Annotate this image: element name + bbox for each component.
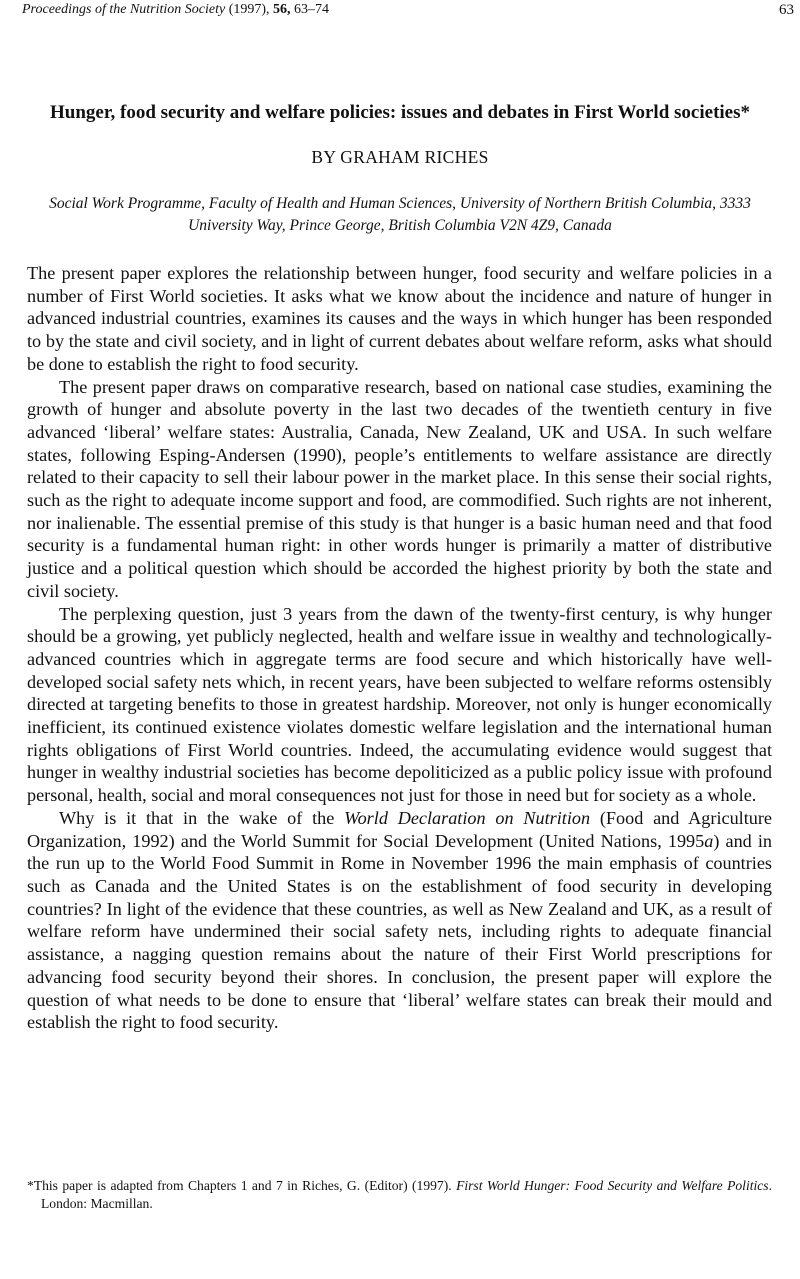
page-number: 63 — [779, 2, 794, 18]
journal-pages: 63–74 — [294, 2, 330, 17]
journal-year: (1997), — [228, 2, 270, 17]
journal-volume: 56, — [273, 2, 291, 17]
journal-name: Proceedings of the Nutrition Society — [22, 2, 226, 17]
paragraph-4 — [27, 807, 772, 1034]
paragraph-4-part-b: (Food and Agriculture Organization, 1992) and the World Summit for Social Development (United Nations, 1995 — [27, 807, 772, 851]
footnote-text — [27, 1177, 772, 1213]
paragraph-4-italic-suffix: a — [704, 830, 714, 851]
article-title: Hunger, food security and welfare policies: issues and debates in First World societies* — [49, 102, 750, 123]
paragraph-1: The present paper explores the relationship between hunger, food security and welfare policies in a number of First World societies. It asks what we know about the incidence and nature of hunger in advanced industrial countries, examines its causes and the ways in which hunger has been responded to by the state and civil society, and in light of current debates about welfare reform, asks what should be done to establish the right to food security. — [27, 263, 772, 374]
journal-citation — [22, 0, 329, 20]
author-affiliation: Social Work Programme, Faculty of Health and Human Sciences, University of Northern British Columbia, 3333 University Way, Prince George, British Columbia V2N 4Z9, Canada — [49, 195, 751, 234]
running-head — [0, 0, 800, 22]
paragraph-3: The perplexing question, just 3 years from the dawn of the twenty-first century, is why hunger should be a growing, yet publicly neglected, health and welfare issue in wealthy and technologically-advanced countries which in aggregate terms are food secure and which historically have well-developed social safety nets which, in recent years, have been subjected to welfare reforms ostensibly directed at targeting benefits to those in greatest hardship. Moreover, not only is hunger economically inefficient, its continued existence violates domestic welfare legislation and the international human rights obligations of First World countries. Indeed, the accumulating evidence would suggest that hunger in wealthy industrial societies has become depoliticized as a public policy issue with profound personal, health, social and moral consequences not just for those in need but for society as a whole. — [27, 603, 772, 806]
article-author: BY GRAHAM RICHES — [311, 147, 489, 167]
footnote-tail: . London: Macmillan. — [41, 1178, 773, 1211]
paragraph-4-italic-title: World Declaration on Nutrition — [344, 807, 591, 828]
footnote-book-title: First World Hunger: Food Security and Welfare Politics — [456, 1178, 769, 1193]
footnote — [27, 1177, 772, 1213]
article-body — [27, 262, 772, 1034]
paragraph-2: The present paper draws on comparative research, based on national case studies, examining the growth of hunger and absolute poverty in the last two decades of the twentieth century in five advanced ‘liberal’ welfare states: Australia, Canada, New Zealand, UK and USA. In such welfare states, following Esping-Andersen (1990), people’s entitlements to welfare assistance are directly related to their capacity to sell their labour power in the market place. In this sense their social rights, such as the right to adequate income support and food, are commodified. Such rights are not inherent, nor inalienable. The essential premise of this study is that hunger is a basic human need and that food security is a fundamental human right: in other words hunger is primarily a matter of distributive justice and a political question which should be accorded the highest priority by both the state and civil society. — [27, 376, 772, 601]
paragraph-4-part-a: Why is it that in the wake of the — [59, 807, 345, 828]
footnote-lead: *This paper is adapted from Chapters 1 and 7 in Riches, G. (Editor) (1997). — [27, 1178, 457, 1193]
paragraph-4-part-c: ) and in the run up to the World Food Summit in Rome in November 1996 the main emphasis of countries such as Canada and the United States is on the establishment of food security in developing countries? In light of the evidence that these countries, as well as New Zealand and UK, as a result of welfare reform have undermined their social safety nets, including rights to adequate financial assistance, a nagging question remains about the nature of their First World prescriptions for advancing food security beyond their shores. In conclusion, the present paper will explore the question of what needs to be done to ensure that ‘liberal’ welfare states can break their mould and establish the right to food security. — [27, 830, 773, 1033]
